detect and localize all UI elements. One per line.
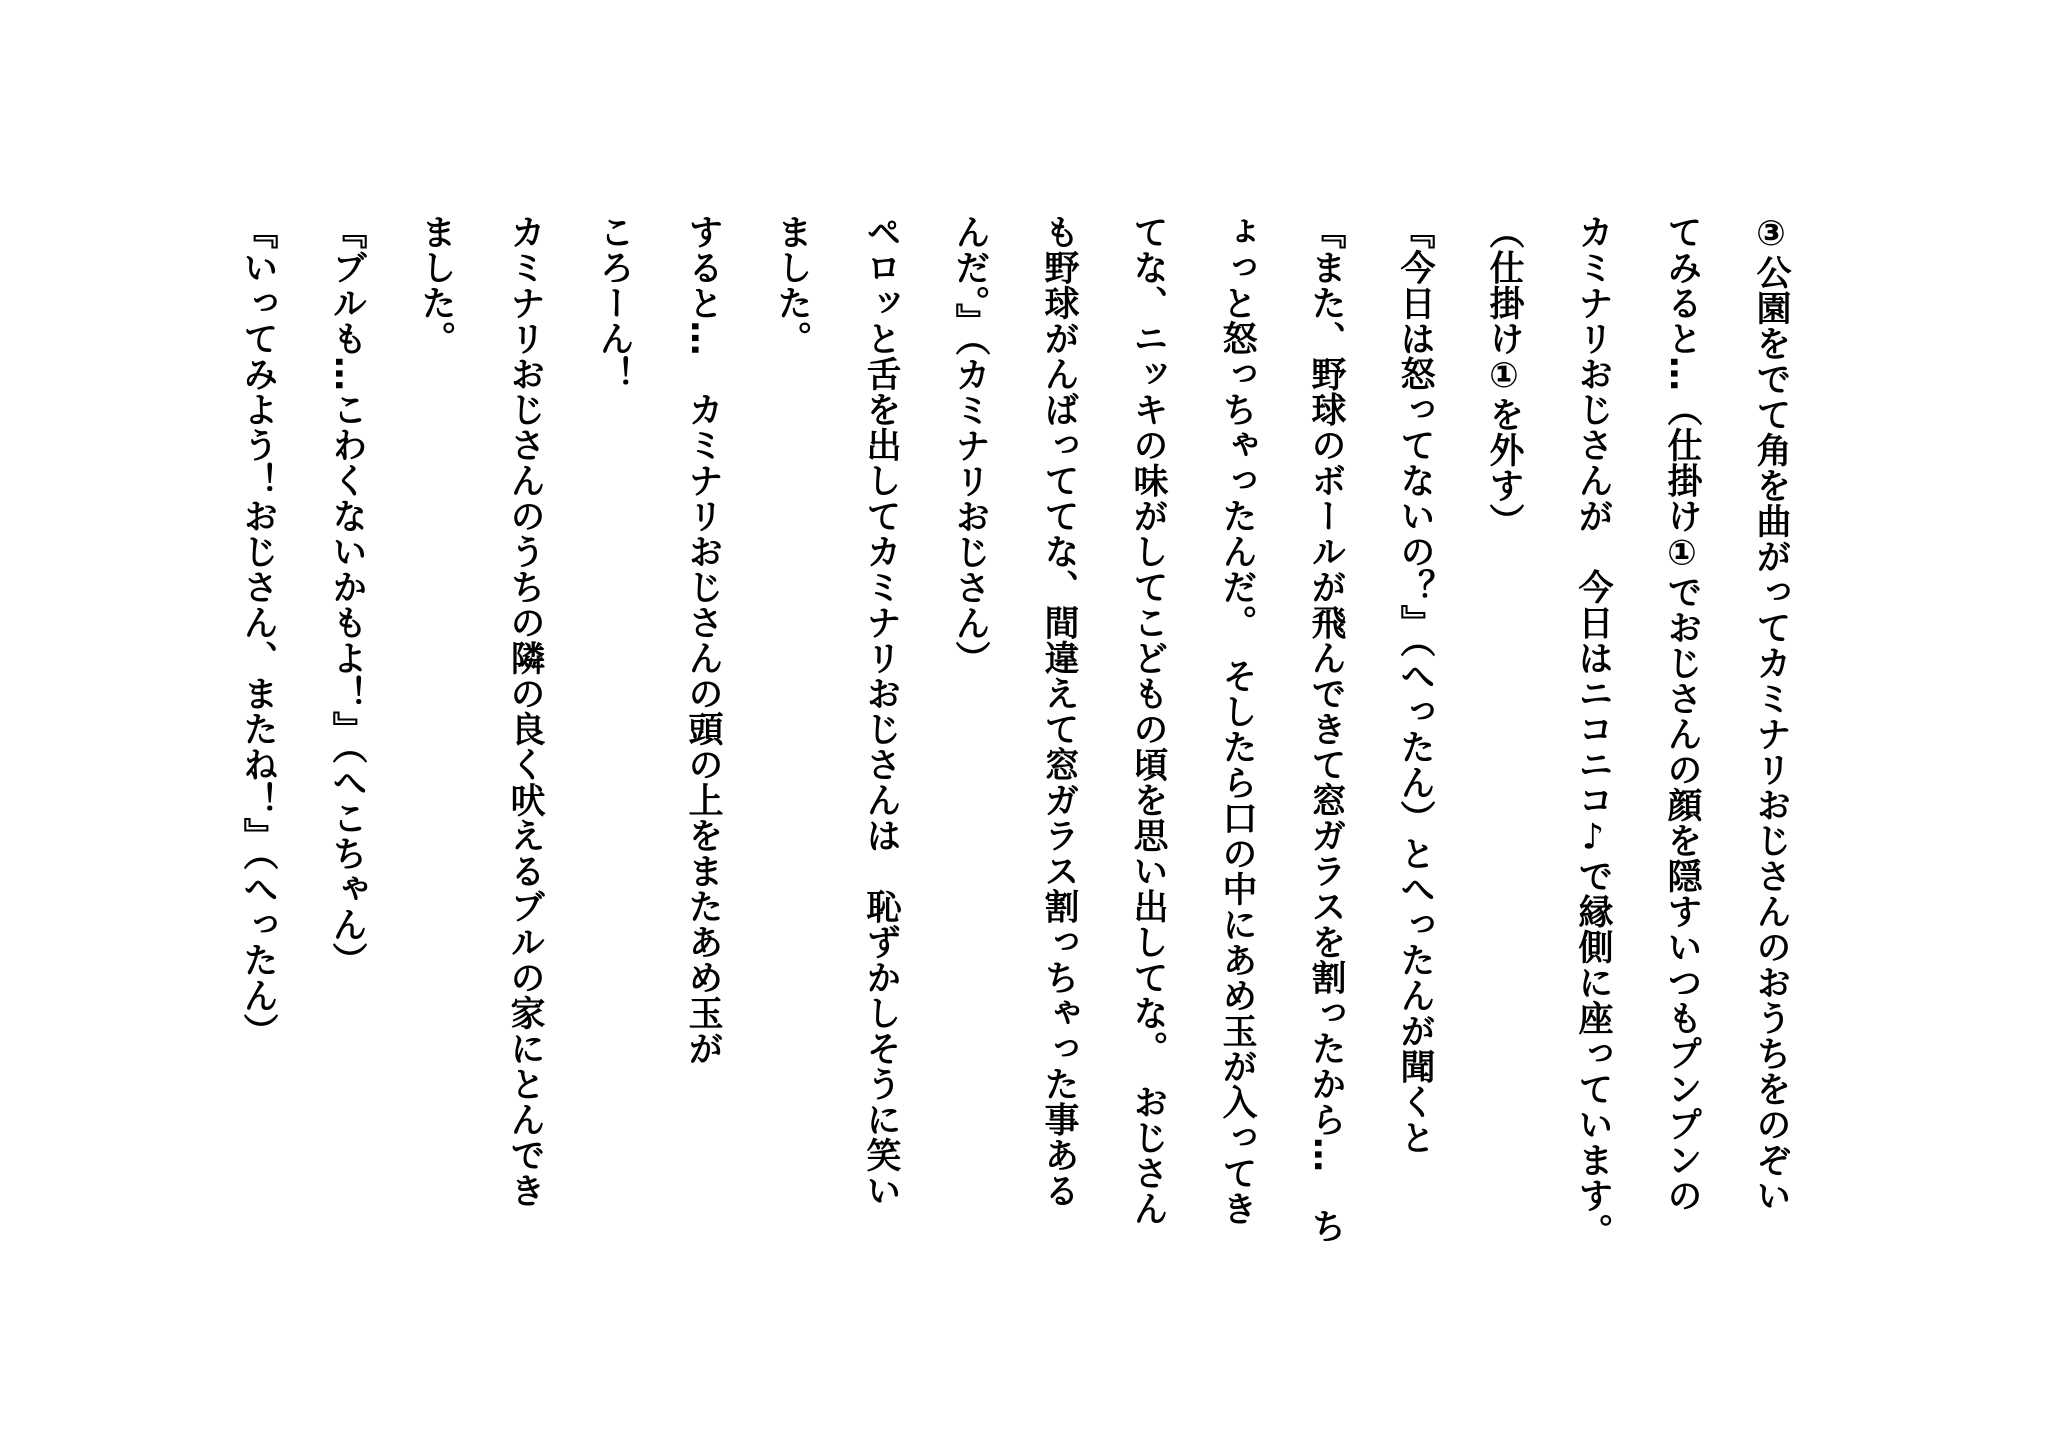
text-column: てな、ニッキの味がしてこどもの頃を思い出してな。 おじさん [1128,214,1168,1226]
text-column: も野球がんばっててな、間違えて窓ガラス割っちゃった事ある [1039,214,1079,1208]
text-column: カミナリおじさんが 今日はニコニコ♪で縁側に座っています。 [1573,214,1613,1249]
text-column: てみると…（仕掛け①でおじさんの顔を隠すいつもプンプンの [1662,214,1702,1213]
text-column: ょっと怒っちゃったんだ。 そしたら口の中にあめ玉が入ってき [1217,214,1257,1226]
text-column: 『また、野球のボールが飛んできて窓ガラスを割ったから… ち [1306,214,1346,1244]
text-column: ました。 [772,214,812,356]
text-column: ペロッと舌を出してカミナリおじさんは 恥ずかしそうに笑い [861,214,901,1208]
text-column: 『ブルも…こわくないかもよ！』（へこちゃん） [327,214,367,978]
text-column: 『いってみよう！おじさん、またね！』（へったん） [238,214,278,1049]
text-column: ました。 [416,214,456,356]
text-column: （仕掛け①を外す） [1484,214,1524,539]
text-column: ころーん！ [594,214,634,392]
text-column: カミナリおじさんのうちの隣の良く吠えるブルの家にとんでき [505,214,545,1208]
story-text [213,214,1815,1334]
text-column: ③公園をでて角を曲がってカミナリおじさんのおうちをのぞい [1751,214,1791,1213]
text-column: すると… カミナリおじさんの頭の上をまたあめ玉が [683,214,723,1066]
text-column: 『今日は怒ってないの？』（へったん）とへったんが聞くと [1395,214,1435,1155]
text-column: んだ。』（カミナリおじさん） [950,214,990,676]
